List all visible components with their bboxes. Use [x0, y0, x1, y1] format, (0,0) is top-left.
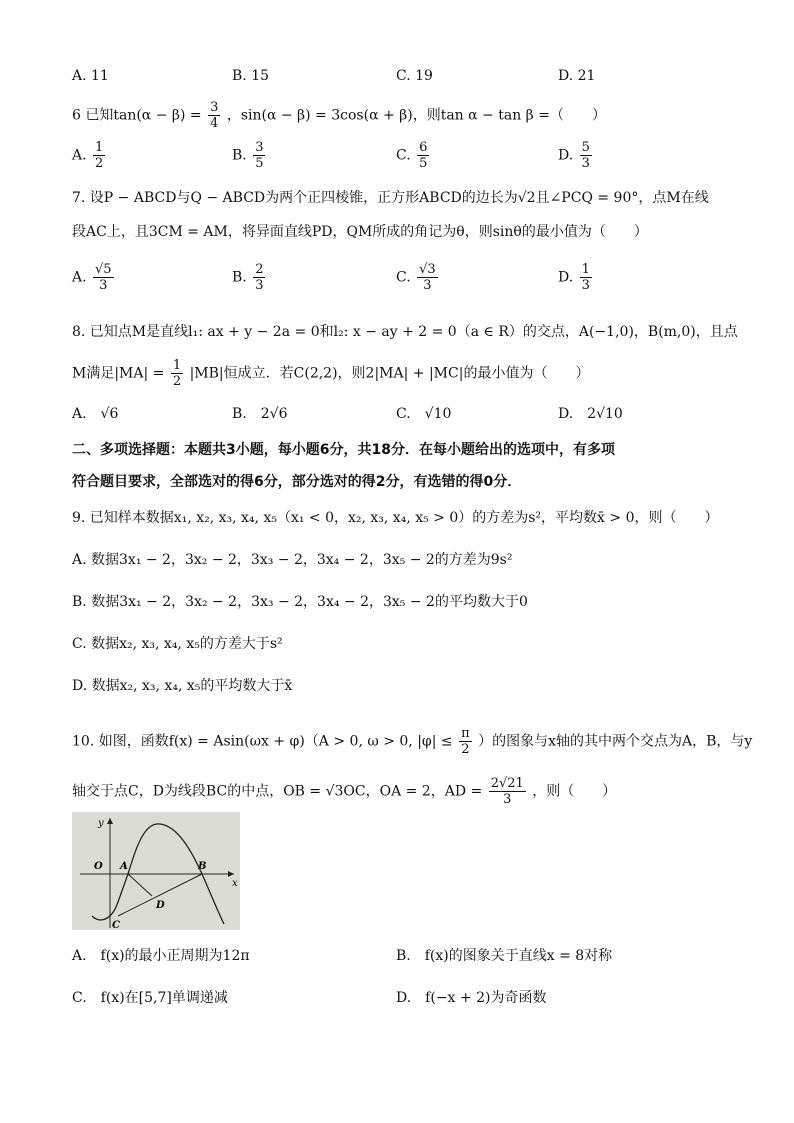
q9-stem: 9. 已知样本数据x₁, x₂, x₃, x₄, x₅（x₁ < 0，x₂, x₃, x₄, x₅ > 0）的方差为s²，平均数x̄ > 0，则（ ）: [72, 510, 719, 526]
q5-option-d: D. 21: [558, 68, 596, 84]
q7-option-a: A. $\frac{√5}{3}$: [72, 262, 112, 293]
fig-label-o: O: [94, 861, 103, 872]
fig-label-a: A: [120, 861, 128, 872]
q9-option-d: D. 数据x₂, x₃, x₄, x₅的平均数大于x̄: [72, 678, 293, 694]
q8-option-a: A. √6: [72, 406, 119, 422]
sine-graph-figure: [72, 812, 240, 930]
q6-option-d: D. $\frac{5}{3}$: [558, 140, 590, 171]
q8-option-c: C. √10: [396, 406, 452, 422]
q5-option-c: C. 19: [396, 68, 433, 84]
q10-stem-line1: 10. 如图，函数f(x) = Asin(ωx + φ)（A > 0, ω > 0, |φ| ≤ $\frac{\pi}{2}$ ）的图象与x轴的其中两个交点为A，B，与y: [72, 726, 753, 757]
fig-label-x: x: [232, 878, 238, 889]
q6-option-b: B. $\frac{3}{5}$: [232, 140, 264, 171]
q8-stem-line1: 8. 已知点M是直线l₁: ax + y − 2a = 0和l₂: x − ay + 2 = 0（a ∈ R）的交点，A(−1,0)，B(m,0)，且点: [72, 324, 738, 340]
fig-label-c: C: [112, 920, 120, 930]
q10-option-a: A. f(x)的最小正周期为12π: [72, 948, 250, 964]
q10-option-c: C. f(x)在[5,7]单调递减: [72, 990, 228, 1006]
fig-label-b: B: [198, 861, 207, 872]
q8-option-b: B. 2√6: [232, 406, 288, 422]
fig-label-d: D: [156, 900, 165, 911]
q6-stem-pre: 6 已知tan(α − β) =: [72, 107, 202, 124]
q6-option-a: A. $\frac{1}{2}$: [72, 140, 104, 171]
q7-stem-line1: 7. 设P − ABCD与Q − ABCD为两个正四棱锥，正方形ABCD的边长为√2且∠PCQ = 90°，点M在线: [72, 190, 709, 206]
q9-option-b: B. 数据3x₁ − 2，3x₂ − 2，3x₃ − 2，3x₄ − 2，3x₅ − 2的平均数大于0: [72, 594, 528, 610]
q8-stem-line2: M满足|MA| = $\frac{1}{2}$ |MB|恒成立．若C(2,2)，则2|MA| + |MC|的最小值为（ ）: [72, 358, 590, 389]
q6-option-c: C. $\frac{6}{5}$: [396, 140, 428, 171]
q9-option-a: A. 数据3x₁ − 2，3x₂ − 2，3x₃ − 2，3x₄ − 2，3x₅ − 2的方差为9s²: [72, 552, 513, 568]
q6-stem-fraction: $\frac{3}{4}$: [210, 100, 219, 131]
q6-stem: [72, 100, 606, 131]
q7-option-b: B. $\frac{2}{3}$: [232, 262, 264, 293]
fig-label-y: y: [98, 818, 104, 829]
q7-option-c: C. $\frac{√3}{3}$: [396, 262, 436, 293]
q5-option-b: B. 15: [232, 68, 270, 84]
q10-option-b: B. f(x)的图象关于直线x = 8对称: [396, 948, 613, 964]
q10-stem-line2: 轴交于点C，D为线段BC的中点，OB = √3OC，OA = 2，AD = $\frac{2√21}{3}$ ，则（ ）: [72, 776, 617, 807]
q7-option-d: D. $\frac{1}{3}$: [558, 262, 590, 293]
q9-option-c: C. 数据x₂, x₃, x₄, x₅的方差大于s²: [72, 636, 283, 652]
section2-heading-line1: 二、多项选择题：本题共3小题，每小题6分，共18分．在每小题给出的选项中，有多项: [72, 442, 615, 458]
q10-option-d: D. f(−x + 2)为奇函数: [396, 990, 547, 1006]
q5-option-a: A. 11: [72, 68, 109, 84]
q7-stem-line2: 段AC上，且3CM = AM，将异面直线PD，QM所成的角记为θ，则sinθ的最小值为（ ）: [72, 224, 648, 240]
q8-option-d: D. 2√10: [558, 406, 623, 422]
section2-heading-line2: 符合题目要求，全部选对的得6分，部分选对的得2分，有选错的得0分．: [72, 474, 522, 490]
q6-stem-post: ，sin(α − β) = 3cos(α + β)，则tan α − tan β =（ ）: [226, 107, 606, 124]
